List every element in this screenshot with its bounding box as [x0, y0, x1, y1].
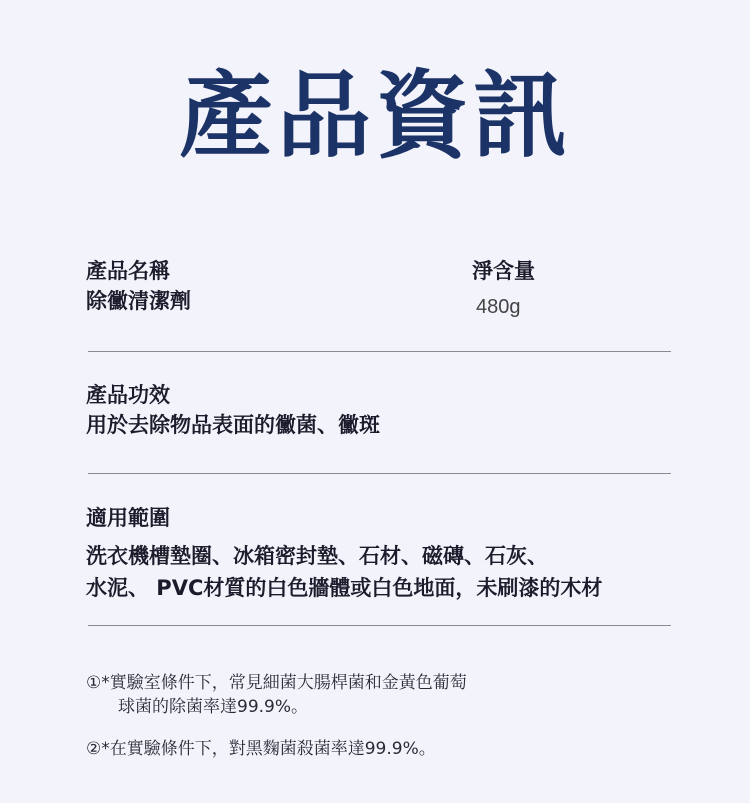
scope-line-1: 洗衣機槽墊圈、冰箱密封墊、石材、磁磚、石灰、 — [86, 544, 548, 568]
net-content-label: 淨含量 — [472, 259, 535, 283]
product-name-label: 產品名稱 — [86, 259, 170, 283]
scope-value — [86, 540, 602, 604]
divider — [88, 351, 671, 352]
footnote-2: ②*在實驗條件下，對黑麴菌殺菌率達99.9%。 — [86, 739, 436, 759]
effect-value: 用於去除物品表面的黴菌、黴斑 — [86, 413, 380, 437]
footnote-1-line-1: ①*實驗室條件下，常見細菌大腸桿菌和金黃色葡萄 — [86, 673, 467, 693]
page-title: 產品資訊 — [178, 62, 571, 171]
product-name-value: 除黴清潔劑 — [86, 289, 191, 313]
effect-label: 產品功效 — [86, 383, 170, 407]
divider — [88, 625, 671, 626]
net-content-value: 480g — [476, 296, 521, 318]
divider — [88, 473, 671, 474]
footnote-1-line-2: 球菌的除菌率達99.9%。 — [118, 697, 309, 717]
scope-line-2: 水泥、 PVC材質的白色牆體或白色地面，未刷漆的木材 — [86, 576, 603, 600]
scope-label: 適用範圍 — [86, 506, 170, 530]
